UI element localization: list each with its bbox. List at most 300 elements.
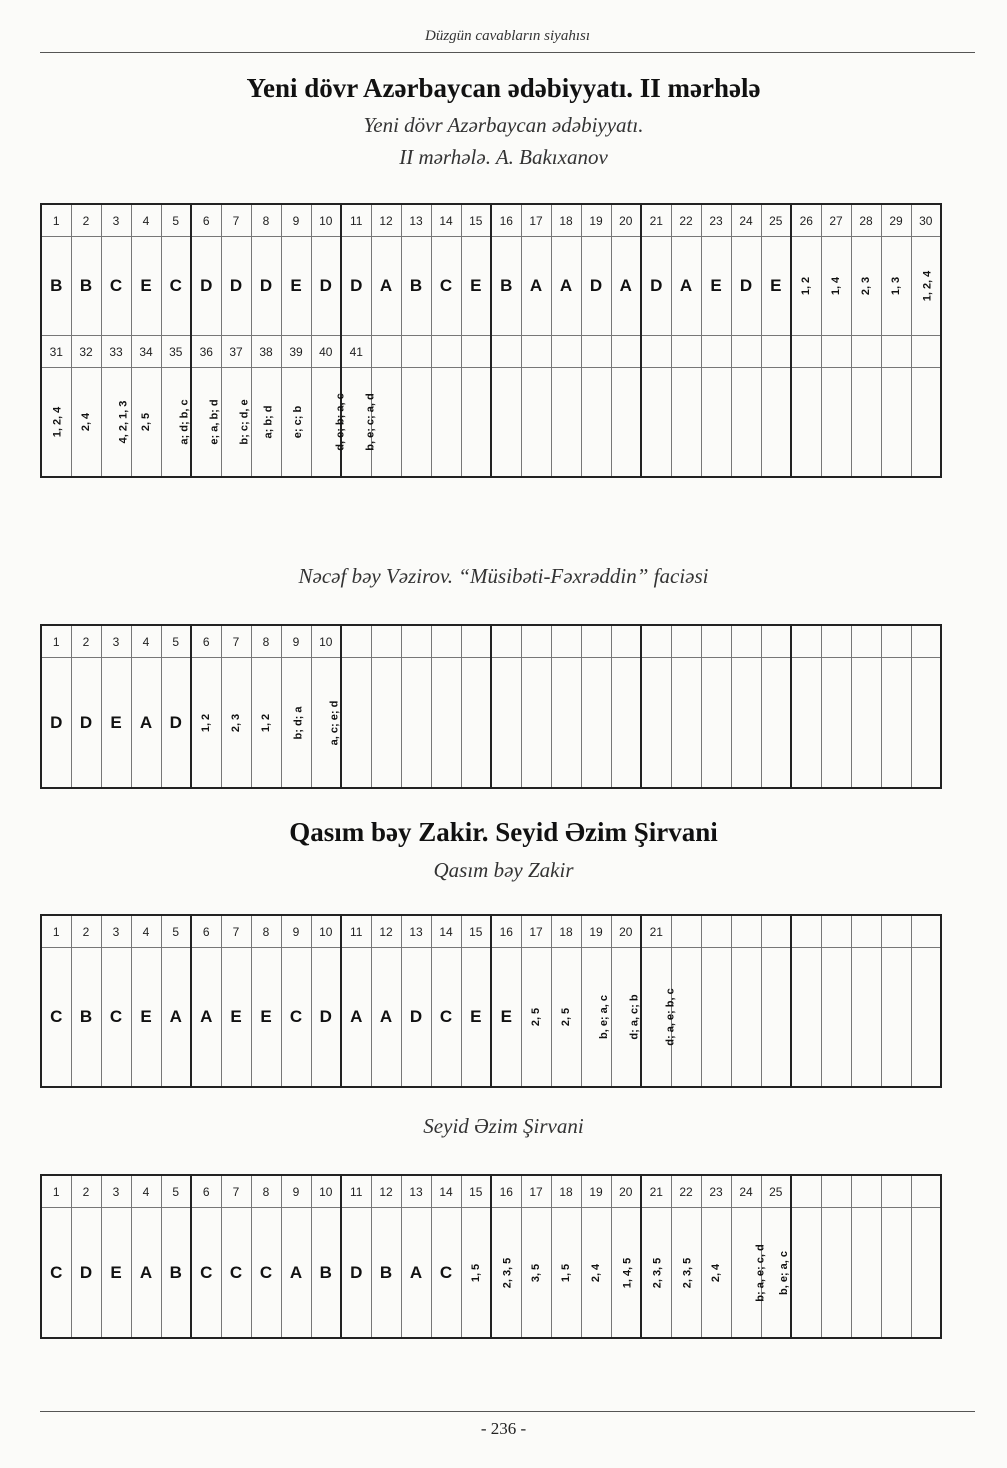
question-number-cell (761, 625, 791, 658)
question-number-cell: 4 (131, 915, 161, 948)
question-number-cell: 36 (191, 336, 221, 368)
question-number-cell (431, 625, 461, 658)
answer-cell: D (401, 948, 431, 1088)
question-number-cell (341, 625, 371, 658)
answer-cell (761, 368, 791, 478)
question-number-cell: 9 (281, 915, 311, 948)
question-number-cell: 2 (71, 204, 101, 237)
question-number-cell: 26 (791, 204, 821, 237)
answer-text: a; d; b, c (178, 399, 191, 445)
answer-cell (731, 1208, 767, 1339)
answer-cell: B (371, 1208, 401, 1339)
number-row (41, 336, 941, 368)
answer-cell (641, 658, 671, 789)
number-row (41, 1175, 941, 1208)
table-1-subtitle-line-1: Yeni dövr Azərbaycan ədəbiyyatı. (363, 113, 644, 137)
question-number-cell: 2 (71, 625, 101, 658)
answer-text: 1, 4, 5 (620, 1257, 633, 1288)
answer-cell (131, 368, 161, 478)
answer-cell (791, 658, 821, 789)
answer-cell (281, 368, 311, 478)
question-number-cell (731, 336, 761, 368)
question-number-cell: 16 (491, 204, 521, 237)
question-number-cell (761, 915, 791, 948)
answer-table-vezirov (40, 624, 942, 789)
question-number-cell: 15 (461, 1175, 491, 1208)
answer-cell: B (71, 948, 101, 1088)
answer-text: d; a, c; b (628, 994, 641, 1040)
answer-cell: A (131, 1208, 161, 1339)
question-number-cell: 32 (71, 336, 101, 368)
answer-cell (791, 948, 821, 1088)
answer-cell (311, 368, 347, 478)
answer-cell (911, 658, 941, 789)
page-number: - 236 - (480, 1419, 527, 1438)
answer-cell (71, 368, 101, 478)
answer-text: b, e; c; a, d (364, 393, 377, 451)
question-number-cell: 7 (221, 204, 251, 237)
footer-rule (40, 1411, 975, 1412)
question-number-cell: 15 (461, 204, 491, 237)
answer-cell: D (731, 237, 761, 336)
answer-cell: C (161, 237, 191, 336)
answer-cell (701, 948, 731, 1088)
number-row (41, 204, 941, 237)
question-number-cell (611, 336, 641, 368)
question-number-cell (911, 336, 941, 368)
answer-cell (761, 658, 791, 789)
question-number-cell: 18 (551, 915, 581, 948)
question-number-cell: 23 (701, 204, 731, 237)
answer-cell (221, 658, 251, 789)
answer-text: d, e; b; a, c (334, 393, 347, 451)
answer-cell: D (41, 658, 71, 789)
answer-cell (251, 658, 281, 789)
answer-text: b, e; a, c (777, 1250, 790, 1295)
question-number-cell: 27 (821, 204, 851, 237)
question-number-cell (521, 336, 551, 368)
answer-cell: E (131, 237, 161, 336)
question-number-cell: 4 (131, 1175, 161, 1208)
answer-row (41, 1208, 941, 1339)
number-row (41, 625, 941, 658)
question-number-cell: 3 (101, 915, 131, 948)
answer-text: a, c; e; d (327, 700, 340, 745)
table-3-subtitle: Qasım bəy Zakir (433, 858, 574, 882)
answer-text: 2, 3 (859, 276, 872, 296)
question-number-cell (581, 625, 611, 658)
answer-row (41, 658, 941, 789)
answer-text: b; a, e; c, d (754, 1243, 767, 1302)
answer-text: 2, 4 (79, 412, 92, 432)
question-number-cell: 7 (221, 1175, 251, 1208)
answer-cell (881, 658, 911, 789)
answer-text: 2, 4 (709, 1263, 722, 1282)
answer-cell (191, 368, 221, 478)
answer-cell (641, 1208, 671, 1339)
answer-text: 2, 3, 5 (680, 1257, 693, 1288)
question-number-cell: 11 (341, 915, 371, 948)
answer-text: 2, 3, 5 (501, 1257, 514, 1288)
question-number-cell: 20 (611, 1175, 641, 1208)
answer-cell (851, 368, 881, 478)
answer-cell: A (671, 237, 701, 336)
answer-text: 1, 2, 4 (51, 406, 64, 438)
question-number-cell: 12 (371, 204, 401, 237)
question-number-cell (461, 336, 491, 368)
answer-cell: A (401, 1208, 431, 1339)
answer-cell (101, 368, 131, 478)
answer-cell: A (551, 237, 581, 336)
question-number-cell: 41 (341, 336, 371, 368)
question-number-cell: 7 (221, 915, 251, 948)
question-number-cell (851, 1175, 881, 1208)
answer-row (41, 368, 941, 478)
question-number-cell: 3 (101, 625, 131, 658)
answer-text: 3, 5 (529, 1263, 542, 1282)
question-number-cell (851, 915, 881, 948)
question-number-cell (911, 915, 941, 948)
answer-cell (521, 1208, 551, 1339)
question-number-cell (551, 625, 581, 658)
answer-table-shirvani (40, 1174, 942, 1339)
question-number-cell: 12 (371, 1175, 401, 1208)
question-number-cell: 30 (911, 204, 941, 237)
answer-cell (521, 368, 551, 478)
answer-cell (281, 658, 311, 789)
question-number-cell: 5 (161, 204, 191, 237)
answer-cell (161, 368, 191, 478)
question-number-cell: 21 (641, 204, 671, 237)
question-number-cell: 10 (311, 204, 341, 237)
question-number-cell: 12 (371, 915, 401, 948)
question-number-cell: 38 (251, 336, 281, 368)
answer-cell (191, 658, 221, 789)
question-number-cell: 14 (431, 204, 461, 237)
table-4-subtitle: Seyid Əzim Şirvani (423, 1114, 584, 1138)
section-title-1: Yeni dövr Azərbaycan ədəbiyyatı. II mərhələ (246, 73, 761, 103)
answer-cell: B (41, 237, 71, 336)
question-number-cell: 24 (731, 1175, 761, 1208)
answer-cell (881, 368, 911, 478)
question-number-cell (371, 336, 401, 368)
answer-cell (701, 658, 731, 789)
question-number-cell (821, 915, 851, 948)
answer-cell (851, 948, 881, 1088)
answer-text: e; c; b (291, 405, 304, 439)
question-number-cell: 10 (311, 1175, 341, 1208)
answer-cell: A (131, 658, 161, 789)
answer-cell (341, 658, 371, 789)
table-2-subtitle: Nəcəf bəy Vəzirov. “Müsibəti-Fəxrəddin” faciəsi (298, 564, 709, 588)
answer-text: 1, 3 (889, 276, 902, 296)
answer-cell: D (161, 658, 191, 789)
question-number-cell: 7 (221, 625, 251, 658)
answer-cell (491, 1208, 521, 1339)
question-number-cell (671, 915, 701, 948)
question-number-cell (791, 625, 821, 658)
answer-cell (671, 658, 701, 789)
question-number-cell: 6 (191, 915, 221, 948)
question-number-cell: 2 (71, 1175, 101, 1208)
question-number-cell: 33 (101, 336, 131, 368)
answer-cell (401, 658, 431, 789)
answer-cell: E (101, 658, 131, 789)
answer-text: b; d; a (292, 706, 304, 739)
answer-text: 1, 4 (829, 276, 842, 296)
question-number-cell: 20 (611, 204, 641, 237)
answer-text: 1, 2 (200, 713, 213, 732)
answer-text: e; a, b; d (208, 399, 221, 445)
question-number-cell: 9 (281, 1175, 311, 1208)
question-number-cell: 6 (191, 204, 221, 237)
question-number-cell (371, 625, 401, 658)
answer-cell: D (641, 237, 671, 336)
answer-text: 2, 3 (229, 713, 242, 732)
answer-cell: A (611, 237, 641, 336)
question-number-cell (881, 1175, 911, 1208)
answer-cell: A (191, 948, 221, 1088)
answer-cell (821, 948, 851, 1088)
answer-cell (701, 368, 731, 478)
question-number-cell (911, 1175, 941, 1208)
answer-cell (551, 368, 581, 478)
question-number-cell (881, 915, 911, 948)
answer-cell (851, 658, 881, 789)
question-number-cell: 24 (731, 204, 761, 237)
question-number-cell (461, 625, 491, 658)
answer-cell (911, 237, 941, 336)
question-number-cell: 37 (221, 336, 251, 368)
question-number-cell: 29 (881, 204, 911, 237)
answer-text: 1, 2 (259, 713, 272, 732)
section-title-2: Qasım bəy Zakir. Seyid Əzim Şirvani (289, 817, 718, 847)
question-number-cell: 1 (41, 915, 71, 948)
answer-table-bakixanov (40, 203, 942, 478)
answer-cell: C (41, 1208, 71, 1339)
answer-cell (671, 1208, 701, 1339)
question-number-cell: 35 (161, 336, 191, 368)
answer-text: 1, 5 (469, 1263, 482, 1282)
answer-cell (311, 658, 341, 789)
question-number-cell: 34 (131, 336, 161, 368)
answer-cell (431, 368, 461, 478)
question-number-cell: 8 (251, 915, 281, 948)
answer-cell (881, 948, 911, 1088)
answer-cell: E (761, 237, 791, 336)
answer-cell: C (431, 237, 461, 336)
answer-text: 2, 5 (559, 1007, 572, 1027)
question-number-cell: 4 (131, 204, 161, 237)
question-number-cell (731, 915, 761, 948)
answer-cell (581, 658, 611, 789)
answer-cell (431, 658, 461, 789)
question-number-cell (581, 336, 611, 368)
answer-cell (491, 658, 521, 789)
answer-text: 2, 3, 5 (651, 1257, 664, 1288)
answer-cell (461, 368, 491, 478)
answer-cell (911, 1208, 941, 1339)
answer-cell: D (71, 658, 101, 789)
question-number-cell (791, 336, 821, 368)
question-number-cell: 40 (311, 336, 341, 368)
question-number-cell: 2 (71, 915, 101, 948)
question-number-cell (881, 625, 911, 658)
answer-table-zakir (40, 914, 942, 1088)
answer-text: 1, 2 (800, 276, 813, 296)
answer-cell: C (431, 948, 461, 1088)
question-number-cell: 13 (401, 915, 431, 948)
answer-cell: A (371, 237, 401, 336)
question-number-cell (671, 336, 701, 368)
answer-cell: E (461, 237, 491, 336)
number-row (41, 915, 941, 948)
answer-cell (491, 368, 521, 478)
answer-cell: B (491, 237, 521, 336)
answer-cell (521, 658, 551, 789)
question-number-cell (551, 336, 581, 368)
answer-cell (581, 1208, 611, 1339)
answer-cell (791, 1208, 821, 1339)
answer-cell (251, 368, 281, 478)
answer-cell (821, 658, 851, 789)
answer-cell (701, 1208, 731, 1339)
answer-cell (581, 948, 611, 1088)
answer-cell (41, 368, 71, 478)
question-number-cell: 22 (671, 204, 701, 237)
question-number-cell: 4 (131, 625, 161, 658)
question-number-cell (641, 336, 671, 368)
answer-cell: D (71, 1208, 101, 1339)
question-number-cell: 8 (251, 625, 281, 658)
answer-cell: C (41, 948, 71, 1088)
answer-cell (671, 368, 701, 478)
answer-cell: A (281, 1208, 311, 1339)
answer-cell: C (221, 1208, 251, 1339)
answer-text: 2, 5 (529, 1007, 542, 1027)
question-number-cell (731, 625, 761, 658)
question-number-cell (611, 625, 641, 658)
answer-cell (881, 1208, 911, 1339)
answer-cell (551, 1208, 581, 1339)
running-header: Düzgün cavabların siyahısı (425, 28, 590, 44)
question-number-cell: 20 (611, 915, 641, 948)
answer-cell (821, 1208, 851, 1339)
answer-text: a; b; d (262, 405, 274, 439)
question-number-cell: 10 (311, 915, 341, 948)
question-number-cell (701, 625, 731, 658)
answer-cell: C (251, 1208, 281, 1339)
answer-cell: C (281, 948, 311, 1088)
answer-cell (581, 368, 611, 478)
answer-cell: B (401, 237, 431, 336)
question-number-cell (821, 625, 851, 658)
answer-cell (461, 658, 491, 789)
answer-cell: E (131, 948, 161, 1088)
answer-cell: D (191, 237, 221, 336)
question-number-cell (761, 336, 791, 368)
answer-cell (521, 948, 551, 1088)
question-number-cell (491, 625, 521, 658)
answer-cell (551, 948, 581, 1088)
answer-cell (641, 948, 677, 1088)
answer-cell (851, 237, 881, 336)
question-number-cell: 17 (521, 204, 551, 237)
answer-cell (791, 237, 821, 336)
question-number-cell (881, 336, 911, 368)
question-number-cell: 6 (191, 1175, 221, 1208)
answer-cell: C (101, 237, 131, 336)
question-number-cell (491, 336, 521, 368)
question-number-cell (821, 336, 851, 368)
question-number-cell (431, 336, 461, 368)
answer-cell: D (311, 237, 341, 336)
question-number-cell: 3 (101, 1175, 131, 1208)
question-number-cell: 5 (161, 1175, 191, 1208)
answer-cell (641, 368, 671, 478)
answer-cell (881, 237, 911, 336)
question-number-cell: 11 (341, 1175, 371, 1208)
answer-text: b, e; a, c (597, 994, 610, 1040)
question-number-cell: 13 (401, 1175, 431, 1208)
answer-cell: C (191, 1208, 221, 1339)
answer-cell: A (341, 948, 371, 1088)
question-number-cell (641, 625, 671, 658)
answer-row (41, 237, 941, 336)
answer-cell: D (341, 237, 371, 336)
answer-cell: E (251, 948, 281, 1088)
answer-cell: D (251, 237, 281, 336)
question-number-cell: 19 (581, 1175, 611, 1208)
answer-cell: B (311, 1208, 341, 1339)
question-number-cell: 31 (41, 336, 71, 368)
question-number-cell: 21 (641, 915, 671, 948)
answer-cell (221, 368, 251, 478)
question-number-cell (851, 625, 881, 658)
answer-cell (611, 368, 641, 478)
question-number-cell (701, 915, 731, 948)
question-number-cell: 25 (761, 1175, 791, 1208)
answer-cell: B (161, 1208, 191, 1339)
answer-cell (911, 368, 941, 478)
question-number-cell: 17 (521, 915, 551, 948)
answer-cell: A (371, 948, 401, 1088)
question-number-cell: 9 (281, 625, 311, 658)
question-number-cell: 21 (641, 1175, 671, 1208)
question-number-cell (671, 625, 701, 658)
answer-cell: E (491, 948, 521, 1088)
question-number-cell (521, 625, 551, 658)
question-number-cell: 19 (581, 204, 611, 237)
question-number-cell: 39 (281, 336, 311, 368)
question-number-cell: 5 (161, 625, 191, 658)
question-number-cell (911, 625, 941, 658)
answer-cell (401, 368, 431, 478)
question-number-cell (821, 1175, 851, 1208)
answer-text: 1, 2, 4 (920, 270, 933, 302)
question-number-cell: 3 (101, 204, 131, 237)
question-number-cell: 14 (431, 1175, 461, 1208)
answer-cell (851, 1208, 881, 1339)
answer-cell (821, 237, 851, 336)
question-number-cell: 8 (251, 1175, 281, 1208)
question-number-cell: 1 (41, 625, 71, 658)
answer-cell (761, 948, 791, 1088)
answer-cell: E (461, 948, 491, 1088)
question-number-cell (791, 1175, 821, 1208)
question-number-cell: 25 (761, 204, 791, 237)
question-number-cell: 28 (851, 204, 881, 237)
